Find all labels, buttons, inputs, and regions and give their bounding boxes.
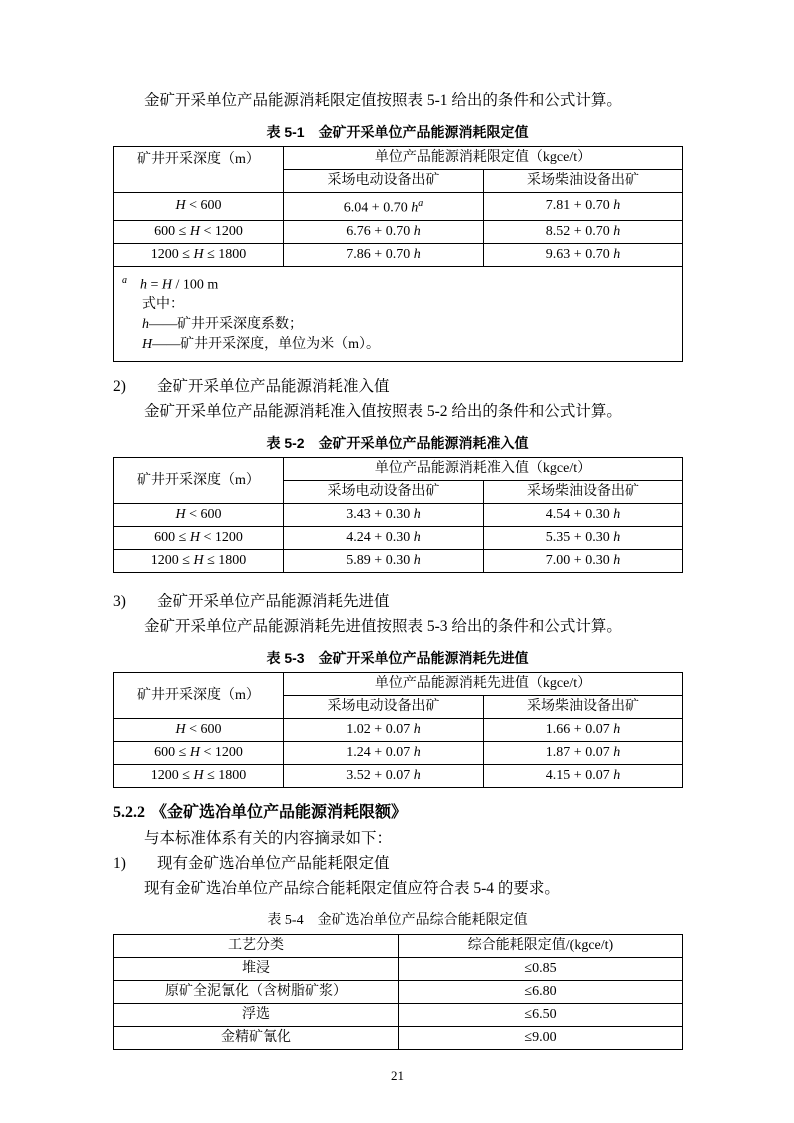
limit-value-cell: ≤9.00: [399, 1027, 683, 1050]
depth-cell: H < 600: [114, 193, 284, 221]
diesel-value-cell: 1.66 + 0.07 h: [484, 719, 683, 742]
table-5-1-caption: [113, 123, 682, 142]
footnote-def-h: h——矿井开采深度系数；: [142, 317, 303, 333]
section-number: 5.2.2: [113, 804, 145, 822]
diesel-value-cell: 4.54 + 0.30 h: [484, 504, 683, 527]
diesel-value-cell: 7.81 + 0.70 h: [484, 193, 683, 221]
table-row: [114, 981, 683, 1004]
item-1-line: [113, 851, 682, 876]
limit-value-cell: ≤6.50: [399, 1004, 683, 1027]
intro-paragraph: 金矿开采单位产品能源消耗限定值按照表 5-1 给出的条件和公式计算。: [144, 92, 622, 109]
depth-cell: 600 ≤ H < 1200: [114, 220, 284, 243]
table-5-3-title-text: 金矿开采单位产品能源消耗先进值: [318, 650, 529, 667]
depth-cell: H < 600: [114, 504, 284, 527]
electric-value-cell: 6.04 + 0.70 $h^a$: [284, 193, 484, 221]
depth-header-cell: 矿井开采深度（m）: [114, 458, 284, 504]
table-5-3: [113, 672, 683, 788]
footnote-marker: a: [122, 274, 127, 286]
item-3-number: 3): [113, 593, 126, 611]
depth-cell: 1200 ≤ H ≤ 1800: [114, 243, 284, 266]
footnote-formula-line: $^a$ h = H / 100 m: [122, 274, 219, 293]
table-row: [114, 504, 683, 527]
table-5-2: [113, 457, 683, 573]
diesel-value-cell: 1.87 + 0.07 h: [484, 742, 683, 765]
diesel-header-cell: 采场柴油设备出矿: [484, 481, 683, 504]
table-row: [114, 527, 683, 550]
process-cell: 堆浸: [114, 958, 399, 981]
depth-cell: 1200 ≤ H ≤ 1800: [114, 550, 284, 573]
table-header-row: [114, 935, 683, 958]
diesel-value-cell: 4.15 + 0.07 h: [484, 765, 683, 788]
table-5-2-label: 表 5-2: [266, 435, 305, 452]
table-5-4-ref-paragraph: 现有金矿选冶单位产品综合能耗限定值应符合表 5-4 的要求。: [144, 880, 560, 898]
table-row: [114, 1004, 683, 1027]
value-header-cell: 单位产品能源消耗准入值（kgce/t）: [284, 458, 683, 481]
table-5-3-ref-paragraph: 金矿开采单位产品能源消耗先进值按照表 5-3 给出的条件和公式计算。: [144, 618, 622, 636]
table-header-row: [114, 673, 683, 696]
process-cell: 金精矿氰化: [114, 1027, 399, 1050]
process-cell: 原矿全泥氰化（含树脂矿浆）: [114, 981, 399, 1004]
diesel-value-cell: 7.00 + 0.30 h: [484, 550, 683, 573]
item-3-line: [113, 589, 682, 614]
table-row: [114, 765, 683, 788]
electric-value-cell: 6.76 + 0.70 h: [284, 220, 484, 243]
table-5-4-title-text: 金矿选冶单位产品综合能耗限定值: [317, 913, 528, 929]
limit-value-cell: ≤6.80: [399, 981, 683, 1004]
table-row: [114, 742, 683, 765]
diesel-header-cell: 采场柴油设备出矿: [484, 170, 683, 193]
process-header-cell: 工艺分类: [114, 935, 399, 958]
table-5-1: [113, 146, 683, 362]
table-row: [114, 193, 683, 221]
table-row: [114, 220, 683, 243]
table-5-1-title-text: 金矿开采单位产品能源消耗限定值: [318, 124, 529, 140]
table-row: [114, 958, 683, 981]
item-2-line: [113, 374, 682, 399]
table-5-3-label: 表 5-3: [266, 650, 305, 667]
electric-header-cell: 采场电动设备出矿: [284, 481, 484, 504]
electric-header-cell: 采场电动设备出矿: [284, 170, 484, 193]
item-3-title: 金矿开采单位产品能源消耗先进值: [157, 593, 390, 611]
table-5-3-caption: [113, 649, 682, 668]
depth-cell: 600 ≤ H < 1200: [114, 742, 284, 765]
limit-header-cell: 综合能耗限定值/(kgce/t): [399, 935, 683, 958]
footnote-def-H: H——矿井开采深度，单位为米（m）。: [142, 337, 381, 353]
table-5-2-ref-paragraph: 金矿开采单位产品能源消耗准入值按照表 5-2 给出的条件和公式计算。: [144, 403, 622, 421]
item-1-number: 1): [113, 855, 126, 873]
table-row: [114, 719, 683, 742]
depth-cell: 1200 ≤ H ≤ 1800: [114, 765, 284, 788]
section-intro-paragraph: 与本标准体系有关的内容摘录如下：: [144, 830, 393, 848]
table-5-4-caption: [113, 911, 682, 930]
table-header-row: [114, 458, 683, 481]
page-number: 21: [391, 1068, 404, 1084]
electric-value-cell: 3.52 + 0.07 h: [284, 765, 484, 788]
table-5-2-title-text: 金矿开采单位产品能源消耗准入值: [318, 435, 529, 452]
item-2-number: 2): [113, 378, 126, 396]
table-row: [114, 243, 683, 266]
electric-value-cell: 3.43 + 0.30 h: [284, 504, 484, 527]
diesel-value-cell: 9.63 + 0.70 h: [484, 243, 683, 266]
section-title: 《金矿选冶单位产品能源消耗限额》: [151, 804, 408, 822]
electric-header-cell: 采场电动设备出矿: [284, 696, 484, 719]
table-5-1-label: 表 5-1: [266, 124, 305, 140]
table-header-row: [114, 147, 683, 170]
value-header-cell: 单位产品能源消耗先进值（kgce/t）: [284, 673, 683, 696]
diesel-value-cell: 8.52 + 0.70 h: [484, 220, 683, 243]
table-row: [114, 1027, 683, 1050]
depth-cell: H < 600: [114, 719, 284, 742]
footnote-cell: [114, 266, 683, 362]
table-5-4: [113, 934, 683, 1050]
depth-header-cell: 矿井开采深度（m）: [114, 673, 284, 719]
item-1-title: 现有金矿选冶单位产品能耗限定值: [157, 855, 390, 873]
depth-header-cell: 矿井开采深度（m）: [114, 147, 284, 193]
electric-value-cell: 7.86 + 0.70 h: [284, 243, 484, 266]
value-header-cell: 单位产品能源消耗限定值（kgce/t）: [284, 147, 683, 170]
table-row: [114, 550, 683, 573]
section-5-2-2-heading: [113, 800, 682, 826]
electric-value-cell: 5.89 + 0.30 h: [284, 550, 484, 573]
depth-cell: 600 ≤ H < 1200: [114, 527, 284, 550]
process-cell: 浮选: [114, 1004, 399, 1027]
electric-value-cell: 4.24 + 0.30 h: [284, 527, 484, 550]
limit-value-cell: ≤0.85: [399, 958, 683, 981]
diesel-header-cell: 采场柴油设备出矿: [484, 696, 683, 719]
diesel-value-cell: 5.35 + 0.30 h: [484, 527, 683, 550]
electric-value-cell: 1.24 + 0.07 h: [284, 742, 484, 765]
item-2-title: 金矿开采单位产品能源消耗准入值: [157, 378, 390, 396]
table-footnote-row: [114, 266, 683, 362]
electric-value-cell: 1.02 + 0.07 h: [284, 719, 484, 742]
footnote-where-label: 式中：: [142, 297, 184, 313]
table-5-2-caption: [113, 434, 682, 453]
table-5-4-label: 表 5-4: [267, 913, 304, 929]
